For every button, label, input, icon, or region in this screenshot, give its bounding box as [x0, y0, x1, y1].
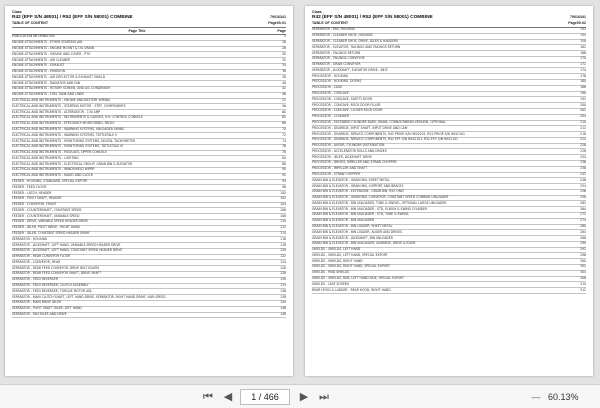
toc-entry-title: GRAIN BIN & ELEVATOR - BIN UNLOADER [312, 218, 375, 223]
toc-entry-title: SEPARATOR - REAR FEED CONVEYOR, DRIVE BELT IDLERS [12, 265, 100, 270]
toc-entry-page: 70 [282, 126, 286, 131]
toc-entry-title: ENGINE ATTACHMENTS - AIR DEFLECTOR & EXHAUST SHIELD [12, 74, 106, 79]
toc-entry-title: SEPARATOR - MAIN CLUTCH SHAFT, LEFT HAND DRIVE, SEPARATOR, RIGHT HAND DRIVE, VARI-SPEED [12, 294, 166, 299]
toc-entry-title: SHIELDS - SHIELDS, RIGHT HAND [312, 258, 363, 263]
document-subtitle: TABLE OF CONTENT [312, 21, 349, 25]
toc-entry-title: ELECTRICAL AND INSTRUMENTS - ELECTRICAL GROUP, GRAIN BIN & ELEVATOR [12, 161, 133, 166]
toc-entry-title: ENGINE ATTACHMENTS - ETHER STARTING AID [12, 40, 83, 45]
toc-entry-title: SHIELDS - LEAF SCREEN [312, 281, 349, 286]
toc-entry-page: 180 [580, 79, 586, 84]
toc-entry-title: PUBLICATION INFORMATION [12, 34, 55, 39]
toc-entry-page: 34 [282, 63, 286, 68]
toc-entry-page: 100 [280, 190, 286, 195]
toc-entry-page: 202 [580, 108, 586, 113]
toc-entry-title: GRAIN BIN & ELEVATOR - GRAIN BIN, SUPPORT AND BRACES [312, 183, 404, 188]
toc-entry-title: FEEDER - PIVOT SHAFT, HEADER [12, 196, 62, 201]
document-number: 79016341 [270, 15, 286, 19]
toc-entry-title: ELECTRICAL AND INSTRUMENTS - WINDSHIELD WIPER [12, 167, 95, 172]
toc-entry-title: SEPARATOR - TAILINGS CONVEYOR [312, 56, 365, 61]
toc-entry-page: 96 [282, 184, 286, 189]
toc-entry-title: SHIELDS - SHIELDS, LEFT HAND [312, 247, 361, 252]
toc-entry-page: 284 [580, 229, 586, 234]
toc-entry-title: ELECTRICAL AND INSTRUMENTS - ENGINE AND BATTERY WIRING [12, 98, 111, 103]
toc-entry-title: PROCESSOR - GEARBOX, SERVICE COMPONENTS, R42 PRIOR S/N HK42101, R52 PRIOR S/N HK52101 [312, 131, 465, 136]
toc-entry-title: ELECTRICAL AND INSTRUMENTS - INSTRUMENTS & GAUGES, R.H. CONTROL CONSOLE [12, 115, 143, 120]
toc-entry-title: FEEDER - FEED FLOOR [12, 184, 47, 189]
toc-entry-page: 210 [580, 119, 586, 124]
toc-entry-title: ELECTRICAL AND INSTRUMENTS - ALTERNATOR - 130 AMP [12, 109, 101, 114]
toc-entry-page: 218 [580, 131, 586, 136]
toc-entry-page: 136 [280, 288, 286, 293]
toc-entry-title: SHIELDS - SHIELDS, RIGHT HAND, SPECIAL EXPORT [312, 264, 390, 269]
toc-entry-page: 42 [282, 86, 286, 91]
toc-entry-page: 246 [580, 177, 586, 182]
toc-entry-page: 102 [280, 196, 286, 201]
toc-entry-title: SEPARATOR - CLEANER SHOE, DRIVE, IDLER & HANGERS [312, 39, 399, 43]
toc-entry-title: GRAIN BIN & ELEVATOR - EXTENSION - GRAIN BIN, R52 ONLY [312, 189, 405, 194]
toc-entry-title: ELECTRICAL AND INSTRUMENTS - WARNING SYSTEMS, TATTLETALE V [12, 132, 118, 137]
toc-entry-page: 274 [580, 218, 586, 223]
toc-entry-page: 192 [580, 96, 586, 101]
toc-entry-title: ELECTRICAL AND INSTRUMENTS - STARTING MOTOR - STRT, COMPONENTS [12, 103, 126, 108]
viewer-toolbar [0, 384, 600, 408]
toc-entry-page: 262 [580, 200, 586, 205]
toc-entry-title: FEEDER - LATCH, HEADER [12, 190, 52, 195]
toc-entry-page: 90 [282, 167, 286, 172]
toc-entry-title: PROCESSOR - CONCAVE [312, 91, 349, 96]
toc-entry-title: GRAIN BIN & ELEVATOR - GRAIN BIN, SHEET METAL [312, 177, 390, 182]
toc-header-title: Page Title [128, 29, 146, 33]
toc-entry-title: GRAIN BIN & ELEVATOR - GRAIN BIN, CONVEYOR, CONSTANT SPEED COMBINE UNLOADER [312, 195, 449, 200]
toc-entry-title: ENGINE ATTACHMENTS - ROTARY SCREEN, AND A/C CONDENSER [12, 86, 111, 91]
toc-entry-page: 134 [280, 283, 286, 288]
toc-entry-title: SEPARATOR - CONVEYOR, REAR [12, 259, 61, 264]
toc-entry-title: SEPARATOR - CLEANER SHOE, HOUSING [312, 33, 373, 38]
document-number: 79016341 [570, 15, 586, 19]
toc-entry-page: 234 [580, 154, 586, 159]
toc-entry-page: 92 [282, 173, 286, 178]
toc-entry-page: 52 [282, 98, 286, 103]
toc-entry-title: SEPARATOR - FAN, HOUSING [312, 27, 356, 32]
toc-entry-title: FEEDER - DRIVE, VARIABLE SPEED HEADER DRIVE [12, 219, 89, 224]
toc-entry-page: 296 [580, 252, 586, 257]
toc-entry-page: 114 [280, 231, 286, 235]
toc-entry-page: 62 [282, 115, 286, 120]
toc-entry-title: GRAIN BIN & ELEVATOR - BIN UNLOADER - STD, TUBE & SWIVEL [312, 212, 410, 217]
toc-entry-page: 36 [282, 69, 286, 74]
toc-entry-title: PROCESSOR - DRIVES, IMPELLER AND STRAW CHOPPER [312, 160, 397, 165]
toc-entry-title: PROCESSOR - GEARBOX, INPUT SHAFT, INPUT DRIVE AND CAM [312, 125, 408, 130]
toc-entry-page: 304 [580, 270, 586, 275]
toc-entry-title: PROCESSOR - STRAW CHOPPER [312, 171, 361, 176]
toc-entry-page: 256 [580, 189, 586, 194]
toc-entry-page: 144 [280, 300, 286, 305]
toc-entry-title: PROCESSOR - CONCAVE, ROCK DOOR FILLER [312, 102, 381, 107]
toc-entry-page: 280 [580, 224, 586, 228]
toc-entry-title: ELECTRICAL AND INSTRUMENTS - MONITORING SYSTEMS, DIGITAL TACHOMETER [12, 138, 136, 143]
toc-entry-page: 104 [280, 202, 286, 207]
toc-entry-page: 56 [282, 103, 286, 108]
toc-entry-title: PROCESSOR - GEARBOX, SERVICE COMPONENTS, R42 EFF. S/N HK42101, R52 EFF. S/N HK52101 [312, 137, 458, 142]
toc-header-page: Page [277, 29, 286, 33]
toc-body [312, 28, 586, 294]
toc-entry-title: SEPARATOR - FEED REVERSER [12, 277, 58, 282]
toc-entry-title: ELECTRICAL AND INSTRUMENTS - RADIO AND CLOCK [12, 173, 93, 178]
toc-entry-page: 74 [282, 138, 286, 143]
toc-entry-title: ELECTRICAL AND INSTRUMENTS - MONITORING SYSTEMS, TATTLETALE III [12, 144, 123, 149]
toc-entry-title: SEPARATOR - TAILINGS RETURN [312, 50, 361, 55]
toc-entry-title: ELECTRICAL AND INSTRUMENTS - LIGHTING [12, 155, 79, 160]
toc-entry-page: 312 [580, 287, 586, 292]
toc-entry-title: FEEDER - CONVEYOR, FRONT [12, 202, 57, 207]
toc-entry-page: 236 [580, 160, 586, 165]
toc-entry-page: 130 [280, 277, 286, 282]
toc-entry-title: ENGINE ATTACHMENTS - AIR CLEANER [12, 57, 71, 62]
toc-entry-title: ENGINE ATTACHMENTS - EXHAUST [12, 63, 65, 68]
document-page-right [305, 6, 593, 376]
toc-entry-title: PROCESSOR - ACCELERATOR ROLLS AND DRIVES [312, 148, 387, 153]
page-number-label: Page00-02 [568, 21, 586, 25]
toc-entry-page: 30 [282, 51, 286, 56]
toc-entry-title: ENGINE ATTACHMENTS - ENGINE MOUNT & OIL DRAIN [12, 46, 94, 50]
toc-entry-title: SEPARATOR - FAN IDLER AND DRIVE [12, 311, 67, 316]
toc-entry-title: ELECTRICAL AND INSTRUMENTS - EFFICIENCY MONITORING, PACES [12, 121, 115, 126]
toc-entry-page: 302 [580, 264, 586, 269]
toc-entry-page: 176 [580, 73, 586, 78]
toc-entry-title: FEEDER - COUNTERSHAFT, CONSTANT SPEED [12, 207, 82, 212]
toc-entry-title: PROCESSOR - CYLINDER [312, 114, 350, 119]
toc-entry-page: 94 [282, 178, 286, 183]
brand-name: Claas [312, 10, 322, 14]
toc-entry-title: SEPARATOR - HOUSING [12, 236, 48, 241]
table-of-contents [312, 27, 586, 294]
toc-entry-page: 120 [280, 248, 286, 253]
previous-page-icon[interactable]: ◀ [223, 391, 233, 403]
toc-entry-title: SEPARATOR - JACKSHAFT, ELEVATOR DRIVE - BELT [312, 67, 388, 72]
toc-entry-page: 172 [580, 62, 586, 67]
toc-entry-title: ENGINE ATTACHMENTS - EMISSION [12, 69, 65, 74]
toc-entry-page: 112 [280, 225, 286, 230]
toc-entry-page: 228 [580, 148, 586, 153]
toc-entry-title: FEEDER - IDLER, CONSTANT SPEED HEADER DRIVE [12, 231, 90, 235]
toc-entry-page: 60 [282, 109, 286, 114]
next-page-icon[interactable]: ▶ [299, 391, 309, 403]
toc-entry-title: PROCESSOR - CAGE [312, 85, 343, 90]
toc-entry-title: ELECTRICAL AND INSTRUMENTS - MODULES, UPPER CONSOLE [12, 150, 107, 155]
toc-entry-page: 122 [280, 254, 286, 259]
last-page-icon[interactable]: ⏭ [319, 391, 329, 403]
toc-entry-page: 86 [282, 161, 286, 166]
toc-entry-page: 116 [280, 236, 286, 241]
toc-entry-title: SHIELDS - MUD SHIELDS [312, 270, 350, 275]
toc-entry-page: 118 [280, 242, 286, 247]
toc-entry-page: 290 [580, 241, 586, 246]
toc-entry-title: ENGINE ATTACHMENTS - RADIATOR AND FAN [12, 80, 81, 85]
toc-entry-page: 3 [284, 34, 286, 39]
page-number-input[interactable]: 1 / 466 [240, 389, 290, 405]
toc-entry-page: 174 [580, 67, 586, 72]
toc-entry-title: GRAIN BIN & ELEVATOR - BIN UNLOADER, TUBE & SWIVEL, OPTIONAL LARGE UNLOADER [312, 200, 447, 205]
toc-entry-title: ENGINE ATTACHMENTS - FUEL TANK AND LINES [12, 92, 84, 97]
toc-entry-page: 126 [280, 265, 286, 270]
toc-entry-page: 300 [580, 258, 586, 263]
toc-entry-page: 128 [280, 271, 286, 276]
toc-entry-title: PROCESSOR - HOUSING, DOORS [312, 79, 362, 84]
toc-entry-title: GRAIN BIN & ELEVATOR - BIN UNLOADER - STD, ELBOW & SWING CYLINDER [312, 206, 428, 211]
toc-entry-title: SEPARATOR - REAR CONVEYOR FLOOR [12, 254, 71, 259]
zoom-level[interactable]: 60.13% [548, 392, 579, 402]
toc-entry-title: SEPARATOR - PIVOT SHAFT IDLER, LEFT HAND [12, 306, 82, 311]
toc-entry-page: 166 [580, 50, 586, 55]
document-title: R42 (EFF S/N 48001) / R52 (EFF S/N 58001) COMBINE [12, 15, 133, 20]
toc-entry-title: PROCESSOR - CONCAVE, CLOSER ROCK DOOR [312, 108, 383, 113]
toc-entry-title: PROCESSOR - HOUSING [312, 73, 349, 78]
toc-entry-page: 124 [280, 259, 286, 264]
toc-entry-page: 162 [580, 44, 586, 49]
toc-entry-page: 146 [280, 306, 286, 311]
toc-entry-title: SHIELDS - SHIELDS, LEFT HAND, SPECIAL EXPORT [312, 252, 388, 257]
toc-entry-page: 46 [282, 92, 286, 97]
toc-entry-page: 84 [282, 155, 286, 160]
zoom-out-icon[interactable]: — [531, 392, 541, 402]
toc-entry-title: PROCESSOR - IMPELLER AND SHAFT [312, 166, 368, 171]
toc-entry-page: 68 [282, 121, 286, 126]
toc-entry-title: SEPARATOR - JACKSHAFT, LEFT HAND, CONSTANT SPEED HEADER DRIVE [12, 248, 123, 253]
toc-entry-title: GRAIN BIN & ELEVATOR - JACKSHAFT, BIN UNLOADER [312, 235, 393, 240]
toc-entry-title: SEPARATOR - GRAIN CONVEYOR [312, 62, 361, 67]
toc-entry-title: SEPARATOR - MAIN DRIVE IDLER [12, 300, 62, 305]
toc-entry-page: 32 [282, 57, 286, 62]
toc-entry-page: 154 [580, 33, 586, 38]
toc-entry-page: 138 [280, 294, 286, 299]
toc-entry-title: FEEDER - HOUSING, STANDARD, SPECIAL EXPORT [12, 178, 88, 183]
toc-entry-title: SHIELDS - SHIELDS, RUB, LEFT HAND SIDE, SPECIAL EXPORT [312, 276, 405, 281]
toc-entry-page: 238 [580, 166, 586, 171]
toc-entry-title: PROCESSOR - EXTENDED CYLINDER BARS, GRAIN, CORN/SOYBEAN VERSION, OPTIONAL [312, 119, 446, 124]
toc-entry-title: ELECTRICAL AND INSTRUMENTS - WARNING SYSTEMS, UNLOADER SWING [12, 126, 125, 131]
toc-entry-page: 288 [580, 235, 586, 240]
toc-entry-page: 226 [580, 143, 586, 148]
toc-entry-page: 292 [580, 247, 586, 252]
toc-entry-page: 306 [580, 276, 586, 281]
toc-entry-page: 254 [580, 183, 586, 188]
page-number-label: Page00-01 [268, 21, 286, 25]
toc-entry-title: GRAIN BIN & ELEVATOR - BIN LOADER, AUGER AND DRIVES [312, 229, 403, 234]
toc-entry-title: REAR HOOD & LADDER - REAR HOOD, RIGHT HAND [312, 287, 391, 292]
toc-entry-title: SEPARATOR - REAR FEED CONVEYOR SHAFT, DRIVE SHAFT [12, 271, 101, 276]
toc-entry-page: 158 [580, 39, 586, 43]
toc-entry-title: PROCESSOR - CONCAVE, SAFETY DOOR [312, 96, 373, 101]
toc-entry-title: SEPARATOR - ELEVATOR, TAILINGS AND TAILINGS RETURN [312, 44, 401, 49]
toc-entry-page: 272 [580, 212, 586, 217]
toc-entry-title: GRAIN BIN & ELEVATOR - BIN UNLOADER, GEARBOX, DRIVE & IDLER [312, 241, 416, 246]
toc-body [12, 35, 286, 318]
toc-entry-page: 258 [580, 195, 586, 200]
toc-entry-title: GRAIN BIN & ELEVATOR - BIN LOADER, SHEET METAL [312, 224, 393, 228]
toc-entry-title: PROCESSOR - IDLER, JACKSHAFT DRIVE [312, 154, 372, 159]
toc-entry-page: 28 [282, 46, 286, 50]
toc-entry-page: 264 [580, 206, 586, 211]
toc-entry-title: PROCESSOR - AUGER, CYLINDER DISTRIBUTION [312, 143, 385, 148]
toc-entry-title: SEPARATOR - FEED REVERSER, TORQUE MOTOR ADJ. [12, 288, 93, 293]
toc-entry-title: SEPARATOR - JACKSHAFT, LEFT HAND, VARIABLE SPEED HEADER DRIVE [12, 242, 121, 247]
toc-entry-page: 72 [282, 132, 286, 137]
toc-entry-page: 190 [580, 91, 586, 96]
toc-entry-title: FEEDER - IDLER, PIVOT DRIVE - RIGHT HAND [12, 225, 80, 230]
toc-entry-page: 110 [280, 219, 286, 224]
document-title: R42 (EFF S/N 48001) / R52 (EFF S/N 58001) COMBINE [312, 15, 433, 20]
toc-entry-page: 38 [282, 74, 286, 79]
table-of-contents [12, 27, 286, 318]
toc-entry-page: 170 [580, 56, 586, 61]
toc-entry-page: 186 [580, 85, 586, 90]
toc-entry-page: 108 [280, 213, 286, 218]
toc-entry-page: 212 [580, 125, 586, 130]
toc-entry-page: 200 [580, 102, 586, 107]
toc-entry-page: 78 [282, 150, 286, 155]
toc-entry-page: 242 [580, 171, 586, 176]
toc-entry-page: 222 [580, 137, 586, 142]
toc-entry-page: 26 [282, 40, 286, 45]
toc-entry-page: 76 [282, 144, 286, 149]
toc-entry-page: 152 [580, 27, 586, 32]
toc-entry-title: FEEDER - COUNTERSHAFT, VARIABLE SPEED [12, 213, 80, 218]
first-page-icon[interactable]: ⏮ [203, 391, 213, 403]
toc-entry-page: 204 [580, 114, 586, 119]
brand-name: Claas [12, 10, 22, 14]
toc-entry[interactable] [12, 313, 286, 319]
toc-entry-page: 148 [280, 311, 286, 316]
toc-entry[interactable] [312, 288, 586, 294]
document-subtitle: TABLE OF CONTENT [12, 21, 49, 25]
document-page-left [5, 6, 293, 376]
toc-entry-page: 310 [580, 281, 586, 286]
toc-entry-title: SEPARATOR - FEED REVERSER, CLUTCH ASSEMBLY [12, 283, 89, 288]
toc-entry-page: 106 [280, 207, 286, 212]
toc-entry-title: ENGINE ATTACHMENTS - SHEAVE AND COVER - PTO [12, 51, 91, 56]
toc-entry-page: 40 [282, 80, 286, 85]
